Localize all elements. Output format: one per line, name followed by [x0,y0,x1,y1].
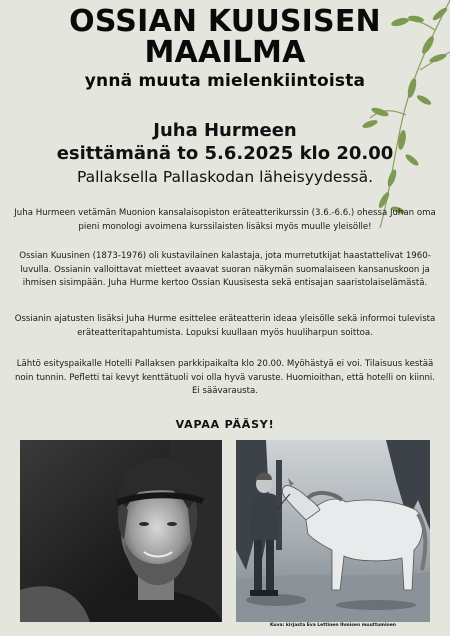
about-ossian-paragraph: Ossian Kuusinen (1873-1976) oli kustavilainen kalastaja, jota murretutkijat haastattelivat 1960-luvulla. Ossianin valloittavat mietteet avaavat suoran näkymän suomalaiseen kansanuskoon ja ihmisen sisimpään. Juha Hurme kertoo Ossian Kuusisesta sekä entisajan saaristolaiselämästä. [19,251,431,288]
subtitle: ynnä muuta mielenkiintoista [84,71,366,91]
extra-paragraph: Ossianin ajatusten lisäksi Juha Hurme esittelee eräteatterin ideaa yleisölle sekä informoi tulevista eräteatteritapahtumista. Lopuksi kuullaan myös huuliharpun soittoa. [14,314,436,338]
horse-and-person-photo [236,440,430,622]
title-line-1: OSSIAN KUUSISEN [69,4,381,39]
title-line-2: MAAILMA [144,35,306,70]
location-line: Pallaksella Pallaskodan läheisyydessä. [76,168,374,186]
intro-paragraph: Juha Hurmeen vetämän Muonion kansalaisopiston eräteatterikurssin (3.6.-6.6.) ohessa Juhan oma pieni monologi avoimena kurssilaisten lisäksi myös muulle yleisölle! [14,208,436,232]
photo-credit: Kuva: kirjasta Eva Lettinen Ihmisen muuttuminen [269,623,397,628]
free-entry-heading: VAPAA PÄÄSY! [175,418,275,431]
performer-portrait-photo [20,440,222,622]
performer-line: Juha Hurmeen [153,120,297,141]
practical-info-paragraph: Lähtö esityspaikalle Hotelli Pallaksen parkkipaikalta klo 20.00. Myöhästyä ei voi. Tilaisuus kestää noin tunnin. Pefletti tai kevyt kenttätuoli voi olla hyvä varuste. Huomioithan, että hotelli on kiinni. Ei säävarausta. [14,359,436,396]
date-line: esittämänä to 5.6.2025 klo 20.00 [56,143,394,164]
